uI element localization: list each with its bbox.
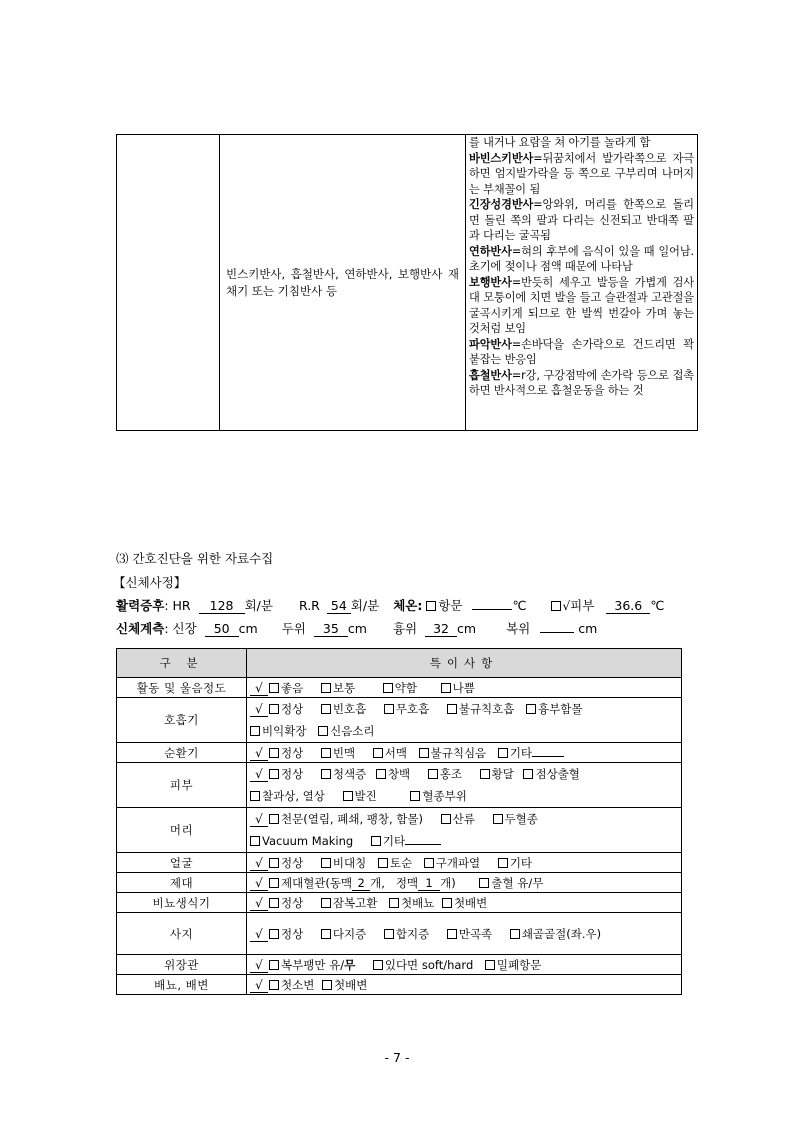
skin-checkbox[interactable]: [551, 601, 561, 611]
checkbox[interactable]: [321, 704, 331, 714]
measurements-label: 신체계측: [116, 621, 165, 636]
check-mark-icon: √: [250, 959, 268, 973]
reflex-entry: 연하반사=혀의 후부에 음식이 있을 때 일어남.초기에 젖이나 점액 때문에 나타남: [469, 244, 694, 273]
checkbox[interactable]: [447, 704, 457, 714]
umbilical-vein-count: 1: [418, 877, 440, 891]
reflex-entry: 흡철반사=r강, 구강점막에 손가락 등으로 접촉하면 반사적으로 흡철운동을 하는 것: [469, 368, 694, 397]
checkbox[interactable]: [447, 929, 457, 939]
options-cell: √ 정상 잠복고환 첫배뇨 첫배변: [247, 893, 682, 913]
options-cell: √ 좋음 보통 약함 나쁨: [247, 678, 682, 698]
row-label: 배뇨, 배변: [117, 975, 247, 995]
check-mark-icon: √: [250, 897, 268, 911]
row-label: 순환기: [117, 743, 247, 763]
page-number: - 7 -: [384, 1050, 410, 1065]
checkbox[interactable]: [523, 769, 533, 779]
header-notes: 특이사항: [247, 649, 682, 678]
skin-temp-value: 36.6: [606, 599, 650, 614]
section-subtitle: 【신체사정】: [113, 575, 187, 590]
checkbox[interactable]: [250, 726, 260, 736]
check-mark-icon: √: [250, 747, 268, 761]
row-label: 위장관: [117, 955, 247, 975]
umbilical-artery-count: 2: [352, 877, 370, 891]
checkbox[interactable]: [269, 929, 279, 939]
checkbox[interactable]: [424, 858, 434, 868]
options-cell: √ 제대혈관(동맥 2 개, 정맥 1 개) 출혈 유/무: [247, 873, 682, 893]
check-mark-icon: √: [250, 877, 268, 891]
options-cell: √ 천문(열림, 폐쇄, 팽창, 함몰) 산류 두혈종 Vacuum Making 기타: [247, 808, 682, 853]
checkbox[interactable]: [269, 878, 279, 888]
row-label: 호흡기: [117, 698, 247, 743]
options-cell: √ 정상 청색증 창백 홍조 황달 점상출혈 찰과상, 열상 발진 혈종부위: [247, 763, 682, 808]
check-mark-icon: √: [250, 857, 268, 871]
row-label: 머리: [117, 808, 247, 853]
checkbox[interactable]: [383, 683, 393, 693]
rectal-checkbox[interactable]: [426, 601, 436, 611]
row-label: 피부: [117, 763, 247, 808]
assessment-table: [116, 648, 682, 995]
checkbox[interactable]: [480, 769, 490, 779]
reflex-entry: 보행반사=반듯히 세우고 발등을 가볍게 검사대 모퉁이에 치면 발을 들고 슬관절과 고관절을 굴곡시키게 되므로 한 발씩 번갈아 가며 놓는 것처럼 보임: [469, 275, 694, 335]
checkbox[interactable]: [250, 836, 260, 846]
check-mark-icon: √: [250, 928, 268, 942]
options-cell: √ 정상 빈맥 서맥 불규칙심음 기타: [247, 743, 682, 763]
checkbox[interactable]: [410, 791, 420, 801]
checkbox[interactable]: [321, 898, 331, 908]
reflex-entry: 긴장성경반사=앙와위, 머리를 한쪽으로 돌리면 돌린 쪽의 팔과 다리는 신전되고 반대쪽 팔과 다리는 굴곡됨: [469, 198, 694, 242]
reflex-table: [116, 134, 698, 431]
head-circ-value: 35: [314, 622, 348, 637]
checkbox[interactable]: [269, 980, 279, 990]
checkbox[interactable]: [371, 836, 381, 846]
checkbox[interactable]: [269, 814, 279, 824]
check-mark-icon: √: [250, 703, 268, 717]
checkbox[interactable]: [526, 704, 536, 714]
reflex-entry: 바빈스키반사=뒤꿈치에서 발가락쪽으로 자극하면 엄지발가락을 등 쪽으로 구부리며 나머지는 부채꼴이 됨: [469, 151, 694, 196]
options-cell: √ 정상 비대칭 토순 구개파열 기타: [247, 853, 682, 873]
checkbox[interactable]: [321, 769, 331, 779]
options-cell: √ 정상 다지증 합지증 만곡족 쇄골골절(좌.우): [247, 913, 682, 955]
temperature-label: 체온:: [393, 598, 423, 613]
checkbox[interactable]: [498, 748, 508, 758]
checkbox[interactable]: [269, 704, 279, 714]
check-mark-icon: √: [250, 813, 268, 827]
checkbox[interactable]: [269, 769, 279, 779]
checkbox[interactable]: [441, 683, 451, 693]
vitals-label: 활력증후: [116, 598, 165, 613]
hr-label: HR: [172, 598, 191, 613]
chest-circ-value: 32: [425, 622, 457, 637]
checkbox[interactable]: [250, 791, 260, 801]
options-cell: √ 복부팽만 유/무 있다면 soft/hard 밀폐항문: [247, 955, 682, 975]
checkbox[interactable]: [442, 898, 452, 908]
checkbox[interactable]: [322, 980, 332, 990]
abdominal-circ-value: [540, 632, 574, 633]
reflex-empty-cell: [117, 135, 220, 431]
row-label: 활동 및 울음정도: [117, 678, 247, 698]
checkbox[interactable]: [428, 769, 438, 779]
checkbox[interactable]: [269, 858, 279, 868]
check-mark-icon: √: [250, 682, 268, 696]
checkbox[interactable]: [269, 748, 279, 758]
checkbox[interactable]: [419, 748, 429, 758]
options-cell: √ 정상 빈호흡 무호흡 불규칙호흡 흉부함몰 비익확장 신음소리: [247, 698, 682, 743]
checkbox[interactable]: [479, 878, 489, 888]
checkbox[interactable]: [269, 898, 279, 908]
measurements-line: 신체계측: 신장 50 cm 두위 35 cm 흉위 32 cm 복위 cm: [116, 621, 598, 636]
check-mark-icon: √: [562, 599, 571, 613]
checkbox[interactable]: [321, 858, 331, 868]
checkbox[interactable]: [373, 748, 383, 758]
checkbox[interactable]: [498, 858, 508, 868]
section-title: ⑶ 간호진단을 위한 자료수집: [116, 551, 274, 566]
row-label: 비뇨생식기: [117, 893, 247, 913]
check-mark-icon: √: [250, 979, 268, 993]
checkbox[interactable]: [343, 791, 353, 801]
row-label: 사지: [117, 913, 247, 955]
checkbox[interactable]: [321, 929, 331, 939]
rr-label: R.R: [298, 598, 320, 613]
hr-value: 128: [199, 599, 245, 614]
row-label: 제대: [117, 873, 247, 893]
checkbox[interactable]: [384, 704, 394, 714]
checkbox[interactable]: [376, 769, 386, 779]
rr-value: 54: [327, 599, 351, 614]
checkbox[interactable]: [321, 683, 331, 693]
rectal-value: [472, 609, 512, 610]
checkbox[interactable]: [384, 929, 394, 939]
checkbox[interactable]: [510, 929, 520, 939]
checkbox[interactable]: [441, 814, 451, 824]
checkbox[interactable]: [493, 814, 503, 824]
checkbox[interactable]: [318, 726, 328, 736]
header-category: 구 분: [117, 649, 247, 678]
checkbox[interactable]: [389, 898, 399, 908]
checkbox[interactable]: [269, 683, 279, 693]
row-label: 얼굴: [117, 853, 247, 873]
checkbox[interactable]: [269, 960, 279, 970]
options-cell: √ 첫소변 첫배변: [247, 975, 682, 995]
reflex-entry: 를 내거나 요람을 쳐 아기를 놀라게 함: [469, 136, 651, 149]
checkbox[interactable]: [321, 748, 331, 758]
checkbox[interactable]: [378, 858, 388, 868]
checkbox[interactable]: [485, 960, 495, 970]
reflex-names-cell: 빈스키반사, 흡철반사, 연하반사, 보행반사 재채기 또는 기침반사 등: [220, 135, 466, 431]
vitals-line: 활력증후: HR 128 회/분 R.R 54 회/분 체온: 항문 ℃ √피부 36.6 ℃: [116, 598, 665, 613]
height-value: 50: [205, 622, 239, 637]
check-mark-icon: √: [250, 768, 268, 782]
checkbox[interactable]: [373, 960, 383, 970]
reflex-entry: 파악반사=손바닥을 손가락으로 건드리면 꽉 붙잡는 반응임: [469, 337, 694, 366]
reflex-description-cell: [466, 135, 698, 431]
